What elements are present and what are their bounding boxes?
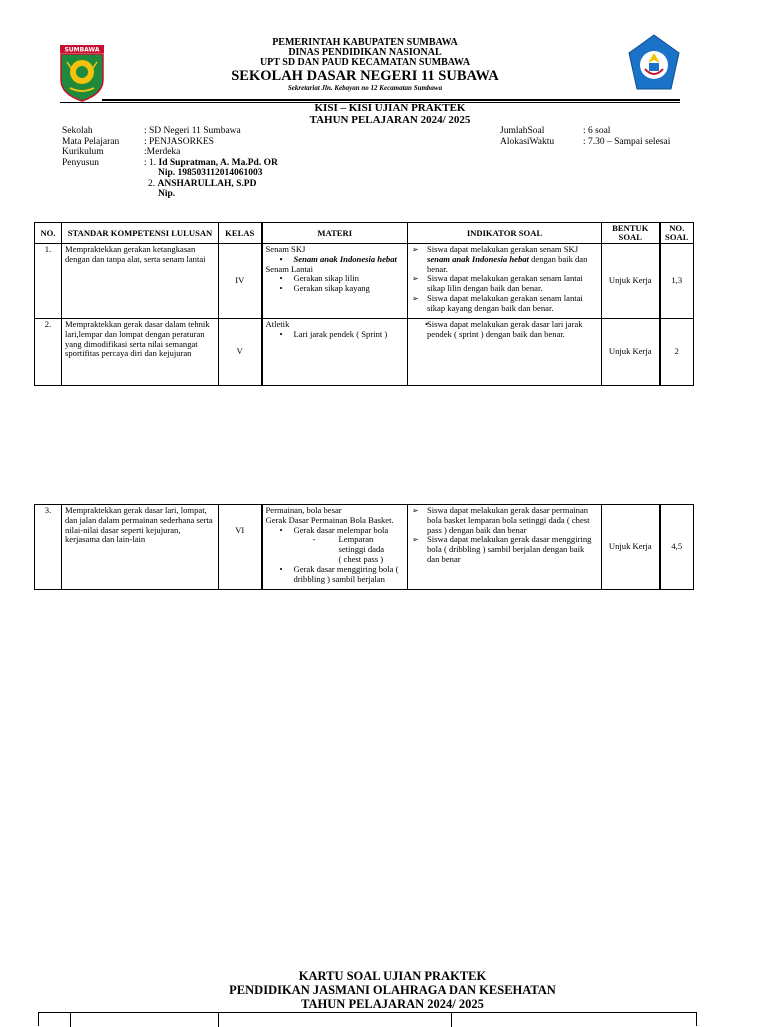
sub-dash: - [312,534,316,545]
row3-materi-item: • Gerak dasar melempar bola [266,526,405,536]
th-kelas: KELAS [219,223,262,244]
sub-text: Lemparan [338,534,374,545]
row2-kelas: V [219,319,262,386]
penyusun-2-nip: Nip. [158,189,176,199]
row3-indikator [408,505,602,590]
row1-materi-a: Senam SKJ [265,244,306,254]
th-bentuk: BENTUK SOAL [602,223,660,244]
table-row [35,505,694,590]
penyusun-2-prefix: 2. [148,178,158,189]
row3-indikator-item: ➢ Siswa dapat melakukan gerak dasar permainan bola basket lemparan bola setinggi dada ( chest pass ) dengan baik dan benar [411,506,598,535]
row1-bentuk: Unjuk Kerja [602,244,660,319]
penyusun-1-name: Id Supratman, A. Ma.Pd. OR [158,157,278,168]
sumbawa-regency-logo [57,44,107,102]
info-alokasi-value: : 7.30 – Sampai selesai [583,136,671,147]
row2-materi-a: Atletik [265,319,290,329]
footer-year: TAHUN PELAJARAN 2024/ 2025 [301,997,484,1011]
kisi-table-continued [34,504,694,590]
info-mapel-label: Mata Pelajaran [62,136,120,147]
row1-skl: Mempraktekkan gerakan ketangkasan dengan dan tanpa alat, serta senam lantai [62,244,219,319]
row3-materi-sub [266,535,405,545]
penyusun-2-name: ANSHARULLAH, S.PD [157,178,257,189]
header-upt: UPT SD DAN PAUD KECAMATAN SUMBAWA [259,57,471,68]
row2-nosoal: 2 [660,319,694,386]
info-jumlah-value: : 6 soal [583,126,611,136]
penyusun-prefix: : 1. [144,157,159,168]
row3-materi-item: • Gerak dasar menggiring bola ( dribbling ) sambil berjalan [266,565,405,585]
info-jumlah-label: JumlahSoal [500,126,545,136]
row1-materi [262,244,408,319]
header-school-name: SEKOLAH DASAR NEGERI 11 SUBAWA [231,68,499,84]
row1-indikator [408,244,602,319]
info-mapel-value: : PENJASORKES [144,136,214,147]
info-sekolah-label: Sekolah [62,126,93,136]
ind-emphasis: senam anak Indonesia hebat [427,253,529,264]
table-divider [70,1013,71,1027]
table-divider [451,1013,452,1027]
row3-materi-sub: ( chest pass ) [338,553,384,564]
table-header-row [35,223,694,244]
row3-kelas: VI [219,505,262,590]
info-sekolah-value: : SD Negeri 11 Sumbawa [144,126,241,136]
row3-materi [262,505,408,590]
row3-materi-b: Gerak Dasar Permainan Bola Basket. [265,514,394,525]
row2-materi [262,319,408,386]
kisi-table [34,222,694,386]
row3-skl: Mempraktekkan gerak dasar lari, lompat, dan jalan dalam permainan sederhana serta nilai-nilai dasar seperti kejujuran, kerjasama dan lain-lain [62,505,219,590]
table-row [35,244,694,319]
header-department: DINAS PENDIDIKAN NASIONAL [288,47,442,58]
document-title: KISI – KISI UJIAN PRAKTEK [314,102,466,114]
row2-no: 2. [35,319,62,386]
row2-bentuk: Unjuk Kerja [602,319,660,386]
th-indikator: INDIKATOR SOAL [408,223,602,244]
row3-indikator-item: ➢ Siswa dapat melakukan gerak dasar menggiring bola ( dribbling ) sambil berjalan dengan baik dan benar [411,535,598,564]
row3-nosoal: 4,5 [660,505,694,590]
table-row [35,319,694,386]
th-no: NO. [35,223,62,244]
th-skl: STANDAR KOMPETENSI LULUSAN [62,223,219,244]
info-penyusun-2 [148,179,256,190]
header-government: PEMERINTAH KABUPATEN SUMBAWA [272,37,458,48]
document-year: TAHUN PELAJARAN 2024/ 2025 [309,114,471,126]
footer-subject: PENDIDIKAN JASMANI OLAHRAGA DAN KESEHATAN [229,983,556,997]
row2-materi-a-item: • Lari jarak pendek ( Sprint ) [266,330,405,340]
info-kurikulum-value: :Merdeka [144,147,181,157]
row3-materi-sub: setinggi dada [338,544,385,555]
row1-nosoal: 1,3 [660,244,694,319]
row1-indikator-item: ➢ Siswa dapat melakukan gerakan senam lantai sikap kayang dengan baik dan benar. [411,294,598,314]
row2-skl: Mempraktekkan gerak dasar dalam tehnik lari,lempar dan lompat dengan peraturan yang dimodifikasi serta nilai semangat sportifitas percaya diri dan kejujuran [62,319,219,386]
table-divider [218,1013,219,1027]
info-penyusun-label: Penyusun [62,157,99,168]
footer-title: KARTU SOAL UJIAN PRAKTEK [298,969,487,983]
row2-indikator [408,319,602,386]
row1-indikator-item [411,245,598,274]
penyusun-1-nip: Nip. 198503112014061003 [158,168,263,178]
row1-materi-b-item: • Gerakan sikap lilin [266,274,405,284]
th-nosoal: NO. SOAL [660,223,694,244]
row1-materi-b-item: • Gerakan sikap kayang [266,284,405,294]
info-kurikulum-label: Kurikulum [62,147,104,157]
row1-kelas: IV [219,244,262,319]
row3-materi-a: Permainan, bola besar [265,505,342,515]
row1-materi-a-item: • Senam anak Indonesia hebat [266,255,405,265]
header-divider-thick [102,99,680,101]
ind-text: dengan baik dan benar. [427,253,588,274]
logo-banner-text: SUMBAWA [64,46,100,54]
row1-materi-b: Senam Lantai [265,263,313,274]
row1-indikator-item: ➢ Siswa dapat melakukan gerakan senam lantai sikap lilin dengan baik dan benar. [411,274,598,294]
row2-indikator-item: • Siswa dapat melakukan gerak dasar lari jarak pendek ( sprint ) dengan baik dan benar. [411,320,598,340]
th-materi: MATERI [262,223,408,244]
tut-wuri-handayani-logo [627,33,681,97]
row3-no: 3. [35,505,62,590]
info-alokasi-label: AlokasiWaktu [500,136,555,147]
ind-text: Siswa dapat melakukan gerakan senam SKJ [427,244,579,254]
header-address: Sekretariat Jln. Kebayan no 12 Kecamatan Sumbawa [287,84,443,92]
row3-bentuk: Unjuk Kerja [602,505,660,590]
info-penyusun-1 [144,158,278,169]
row1-no: 1. [35,244,62,319]
